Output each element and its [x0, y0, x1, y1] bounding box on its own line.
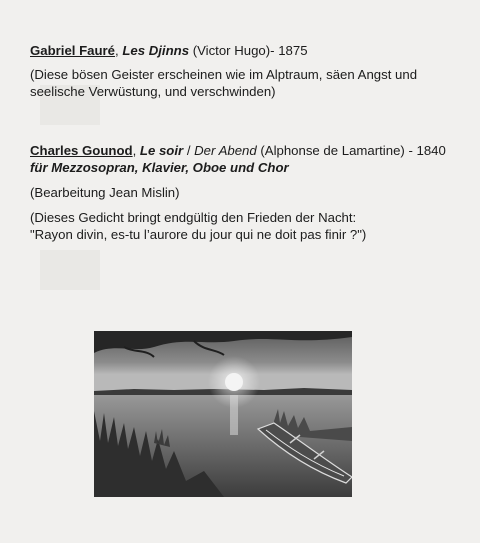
work-title: Les Djinns — [122, 43, 190, 58]
arrangement-note: (Bearbeitung Jean Mislin) — [30, 185, 180, 200]
composer-name: Gabriel Fauré — [30, 43, 116, 58]
separator: , — [132, 143, 140, 158]
work-details: (Victor Hugo)- 1875 — [189, 43, 308, 58]
entry-faure-heading — [30, 42, 460, 59]
work-title-fr: Le soir — [139, 143, 184, 158]
separator: , — [115, 43, 123, 58]
scoring: für Mezzosopran, Klavier, Oboe und Chor — [30, 160, 289, 175]
entry-gounod — [30, 142, 460, 243]
composer-name: Charles Gounod — [30, 143, 133, 158]
poem-note-line-2: "Rayon divin, es-tu l’aurore du jour qui ne doit pas finir ?") — [30, 227, 367, 242]
poem-note-line-1: (Dieses Gedicht bringt endgültig den Frieden der Nacht: — [30, 210, 357, 225]
title-slash: / — [183, 143, 195, 158]
entry-faure — [30, 42, 460, 100]
work-details: (Alphonse de Lamartine) - 1840 — [256, 143, 446, 158]
work-title-de: Der Abend — [194, 143, 257, 158]
work-description: (Diese bösen Geister erscheinen wie im Alptraum, säen Angst und seelische Verwüstung, und verschwinden) — [30, 67, 418, 99]
sun — [225, 373, 243, 391]
landscape-moon-boat-icon — [94, 331, 352, 497]
landscape-photo — [94, 331, 352, 497]
sun-reflection — [230, 395, 238, 435]
entry-gounod-heading — [30, 142, 460, 176]
bleed-through-box — [40, 250, 100, 290]
